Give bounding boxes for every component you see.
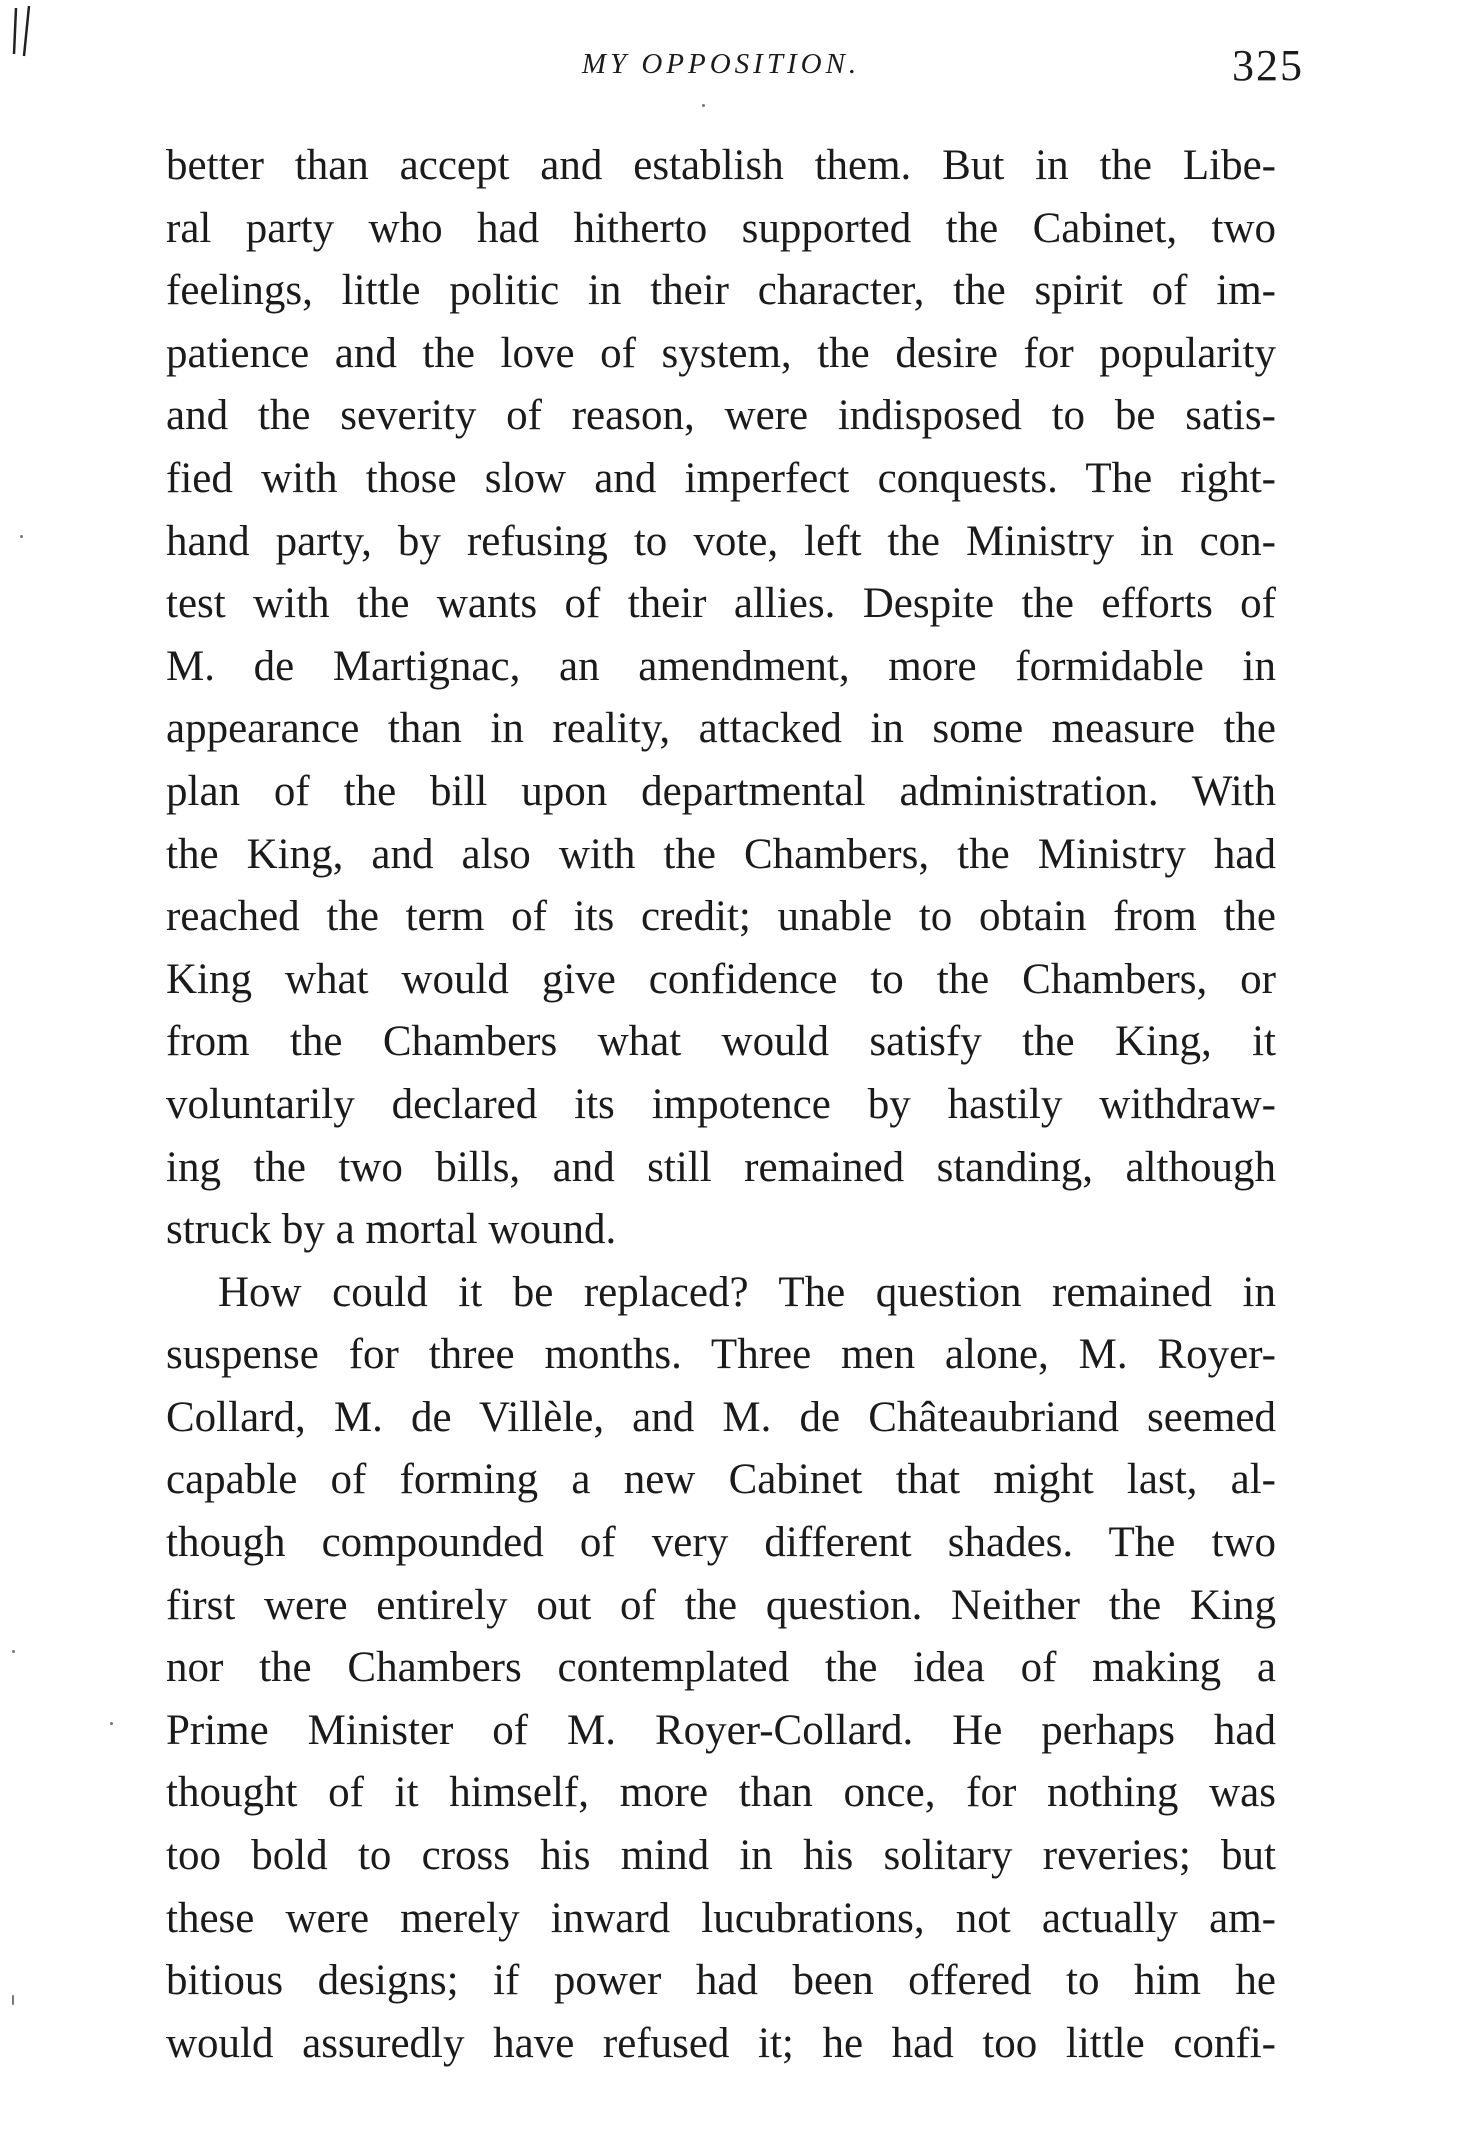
text-line: struck by a mortal wound.: [166, 1206, 617, 1254]
text-line: feelings, little politic in their character, the spirit of im-: [166, 267, 1276, 315]
body-text: [166, 135, 1276, 2075]
text-line: thought of it himself, more than once, for nothing was: [166, 1769, 1276, 1817]
text-line: plan of the bill upon departmental administration. With: [166, 767, 1276, 815]
text-line: ing the two bills, and still remained standing, although: [166, 1143, 1276, 1191]
paragraph: [166, 135, 1276, 1262]
text-line: hand party, by refusing to vote, left the Ministry in con-: [166, 517, 1276, 565]
text-line: better than accept and establish them. But in the Libe-: [166, 142, 1276, 189]
paper-speck: [20, 535, 23, 538]
text-line: and the severity of reason, were indisposed to be satis-: [166, 392, 1276, 440]
text-line: the King, and also with the Chambers, the Ministry had: [166, 830, 1276, 878]
paragraph: [166, 1262, 1276, 2076]
text-line: capable of forming a new Cabinet that might last, al-: [166, 1456, 1276, 1504]
text-line: How could it be replaced? The question remained in: [218, 1268, 1276, 1316]
paper-speck: [12, 1650, 15, 1653]
text-line: M. de Martignac, an amendment, more formidable in: [166, 642, 1276, 690]
text-line: voluntarily declared its impotence by hastily withdraw-: [166, 1080, 1276, 1128]
binding-edge-mark: [10, 2, 38, 58]
text-line: King what would give confidence to the Chambers, or: [166, 955, 1276, 1003]
text-line: would assuredly have refused it; he had too little confi-: [166, 2019, 1276, 2067]
text-line: fied with those slow and imperfect conquests. The right-: [166, 454, 1276, 502]
page-number: 325: [1232, 41, 1304, 90]
text-line: suspense for three months. Three men alone, M. Royer-: [166, 1331, 1276, 1379]
text-line: these were merely inward lucubrations, not actually am-: [166, 1894, 1276, 1942]
running-title: MY OPPOSITION.: [581, 48, 861, 80]
text-line: patience and the love of system, the desire for popularity: [166, 329, 1276, 377]
text-line: reached the term of its credit; unable to obtain from the: [166, 893, 1276, 941]
text-line: bitious designs; if power had been offered to him he: [166, 1957, 1276, 2005]
text-line: appearance than in reality, attacked in some measure the: [166, 705, 1276, 753]
text-line: Prime Minister of M. Royer-Collard. He perhaps had: [166, 1706, 1276, 1754]
text-line: Collard, M. de Villèle, and M. de Châteaubriand seemed: [166, 1393, 1276, 1441]
text-line: too bold to cross his mind in his solitary reveries; but: [166, 1832, 1276, 1880]
text-line: ral party who had hitherto supported the Cabinet, two: [166, 204, 1276, 252]
running-head: [166, 40, 1304, 100]
text-line: first were entirely out of the question. Neither the King: [166, 1581, 1276, 1629]
paper-speck: [110, 1722, 113, 1725]
paper-speck: [702, 104, 705, 107]
text-line: though compounded of very different shades. The two: [166, 1519, 1276, 1567]
text-line: test with the wants of their allies. Despite the efforts of: [166, 580, 1276, 628]
text-line: from the Chambers what would satisfy the King, it: [166, 1018, 1276, 1066]
text-line: nor the Chambers contemplated the idea of making a: [166, 1644, 1276, 1692]
paper-speck: [12, 1995, 14, 2005]
